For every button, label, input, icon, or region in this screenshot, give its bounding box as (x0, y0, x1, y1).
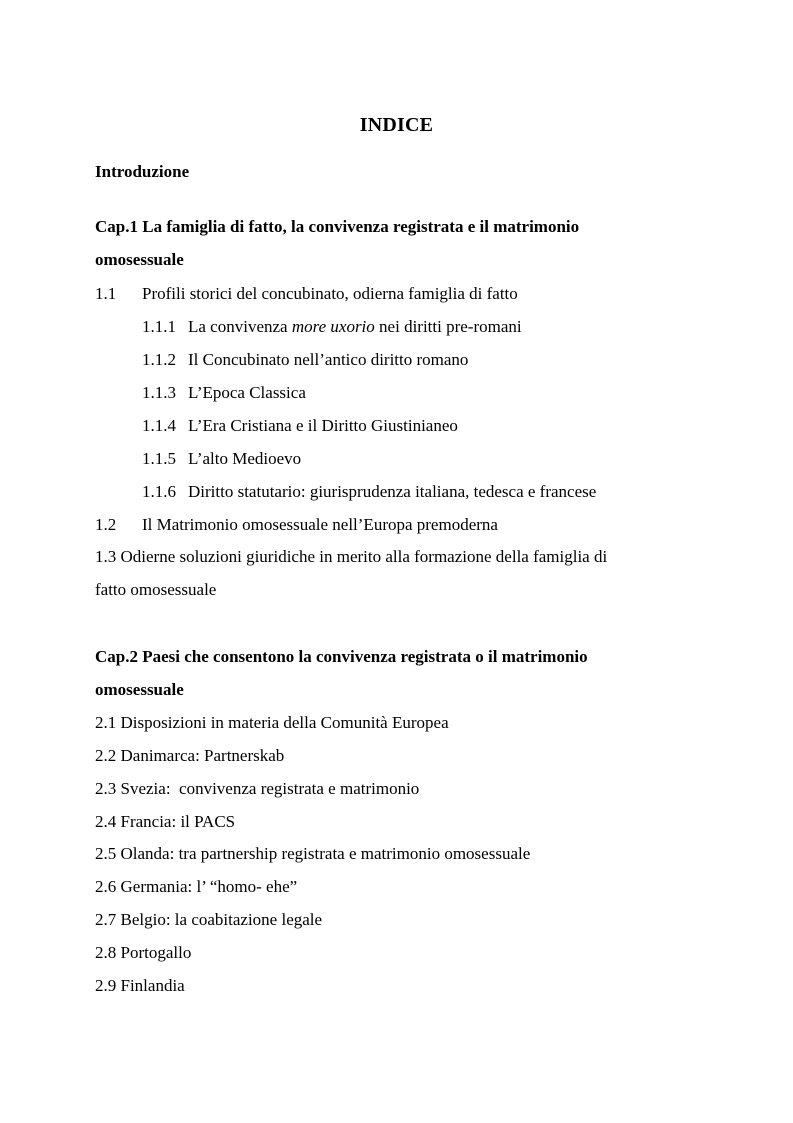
toc-entry-number: 1.1.4 (142, 416, 176, 435)
toc-entry-2-3: 2.3 Svezia: convivenza registrata e matrimonio (95, 779, 420, 798)
toc-entry-label: L’Epoca Classica (188, 383, 306, 402)
toc-entry-label: Il Concubinato nell’antico diritto romano (188, 350, 469, 369)
toc-entry-2-7: 2.7 Belgio: la coabitazione legale (95, 910, 323, 929)
toc-entry-number: 1.1.1 (142, 317, 176, 336)
toc-entry-2-1: 2.1 Disposizioni in materia della Comunità Europea (95, 713, 449, 732)
toc-entry-1-1-2 (142, 349, 468, 371)
chapter1-title-line2: omosessuale (95, 250, 184, 269)
toc-entry-label: Profili storici del concubinato, odierna famiglia di fatto (142, 284, 518, 303)
toc-entry-label-pre: La convivenza (188, 317, 292, 336)
toc-entry-number: 1.1.3 (142, 383, 176, 402)
toc-entry-label: Diritto statutario: giurisprudenza italiana, tedesca e francese (188, 482, 597, 501)
toc-entry-label: Il Matrimonio omosessuale nell’Europa premoderna (142, 515, 498, 534)
intro-heading: Introduzione (95, 162, 190, 181)
toc-entry-2-6: 2.6 Germania: l’ “homo- ehe” (95, 877, 298, 896)
toc-entry-1-2 (95, 514, 498, 536)
toc-entry-number: 1.2 (95, 515, 117, 534)
toc-entry-label-post: nei diritti pre-romani (374, 317, 522, 336)
chapter2-title-line1: Cap.2 Paesi che consentono la convivenza registrata o il matrimonio (95, 647, 588, 666)
page-title: INDICE (359, 114, 434, 136)
toc-entry-1-1-5 (142, 448, 301, 470)
toc-entry-1-3-line1: 1.3 Odierne soluzioni giuridiche in merito alla formazione della famiglia di (95, 547, 608, 566)
chapter1-title-line1: Cap.1 La famiglia di fatto, la convivenza registrata e il matrimonio (95, 217, 580, 236)
toc-entry-1-3-line2: fatto omosessuale (95, 580, 217, 599)
toc-entry-1-1-3 (142, 382, 306, 404)
toc-entry-1-1-1 (142, 316, 522, 338)
toc-entry-2-9: 2.9 Finlandia (95, 976, 185, 995)
toc-entry-2-2: 2.2 Danimarca: Partnerskab (95, 746, 285, 765)
toc-entry-2-8: 2.8 Portogallo (95, 943, 192, 962)
chapter2-title-line2: omosessuale (95, 680, 184, 699)
toc-entry-2-4: 2.4 Francia: il PACS (95, 812, 236, 831)
toc-entry-1-1-6 (142, 481, 596, 503)
toc-entry-number: 1.1.2 (142, 350, 176, 369)
toc-entry-1-1 (95, 283, 518, 305)
toc-entry-1-1-4 (142, 415, 458, 437)
toc-entry-number: 1.1.5 (142, 449, 176, 468)
toc-entry-label: L’Era Cristiana e il Diritto Giustinianeo (188, 416, 458, 435)
toc-entry-number: 1.1 (95, 284, 117, 303)
toc-entry-2-5: 2.5 Olanda: tra partnership registrata e matrimonio omosessuale (95, 844, 531, 863)
toc-entry-label: L’alto Medioevo (188, 449, 302, 468)
toc-entry-label-italic: more uxorio (291, 317, 375, 336)
toc-entry-number: 1.1.6 (142, 482, 176, 501)
